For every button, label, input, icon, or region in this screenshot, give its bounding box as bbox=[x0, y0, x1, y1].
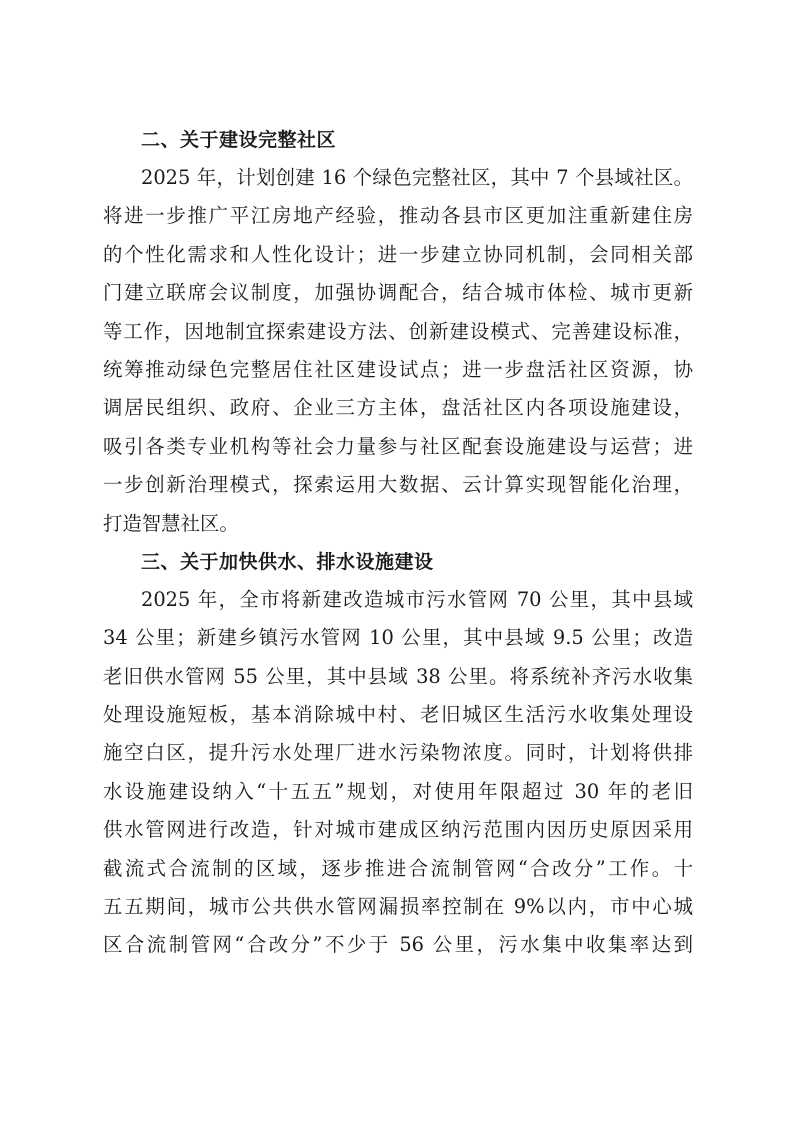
paragraph-line: 截流式合流制的区域，逐步推进合流制管网“合改分”工作。十 bbox=[103, 856, 693, 880]
paragraph-line: 统筹推动绿色完整居住社区建设试点；进一步盘活社区资源，协 bbox=[103, 357, 693, 381]
paragraph-line: 2025 年，全市将新建改造城市污水管网 70 公里，其中县域 bbox=[141, 587, 693, 611]
paragraph-line: 2025 年，计划创建 16 个绿色完整社区，其中 7 个县域社区。 bbox=[141, 166, 693, 189]
paragraph-line: 打造智慧社区。 bbox=[103, 511, 239, 535]
paragraph-line: 施空白区，提升污水处理厂进水污染物浓度。同时，计划将供排 bbox=[103, 741, 693, 765]
paragraph-line: 调居民组织、政府、企业三方主体，盘活社区内各项设施建设， bbox=[103, 396, 693, 420]
paragraph-line: 的个性化需求和人性化设计；进一步建立协同机制，会同相关部 bbox=[103, 242, 693, 266]
paragraph-line: 吸引各类专业机构等社会力量参与社区配套设施建设与运营；进 bbox=[103, 434, 693, 458]
section-complete-community bbox=[103, 121, 693, 543]
section-heading: 二、关于建设完整社区 bbox=[141, 129, 337, 151]
paragraph-line: 等工作，因地制宜探索建设方法、创新建设模式、完善建设标准， bbox=[103, 319, 693, 343]
paragraph-line: 处理设施短板，基本消除城中村、老旧城区生活污水收集处理设 bbox=[103, 703, 693, 727]
section-heading: 三、关于加快供水、排水设施建设 bbox=[141, 550, 434, 573]
paragraph-line: 五五期间，城市公共供水管网漏损率控制在 9%以内，市中心城 bbox=[103, 895, 693, 919]
paragraph-line: 34 公里；新建乡镇污水管网 10 公里，其中县域 9.5 公里；改造 bbox=[103, 626, 693, 650]
paragraph-line: 水设施建设纳入“十五五”规划，对使用年限超过 30 年的老旧 bbox=[103, 779, 693, 803]
paragraph-line: 老旧供水管网 55 公里，其中县域 38 公里。将系统补齐污水收集 bbox=[103, 664, 693, 688]
paragraph-line: 将进一步推广平江房地产经验，推动各县市区更加注重新建住房 bbox=[103, 204, 693, 228]
section-water-supply-drainage bbox=[103, 543, 693, 965]
document-body bbox=[103, 121, 693, 965]
paragraph-line: 供水管网进行改造，针对城市建成区纳污范围内因历史原因采用 bbox=[103, 818, 693, 842]
paragraph-line: 门建立联席会议制度，加强协调配合，结合城市体检、城市更新 bbox=[103, 281, 693, 305]
paragraph-line: 区合流制管网“合改分”不少于 56 公里，污水集中收集率达到 bbox=[103, 933, 693, 957]
paragraph-line: 一步创新治理模式，探索运用大数据、云计算实现智能化治理， bbox=[103, 473, 693, 497]
